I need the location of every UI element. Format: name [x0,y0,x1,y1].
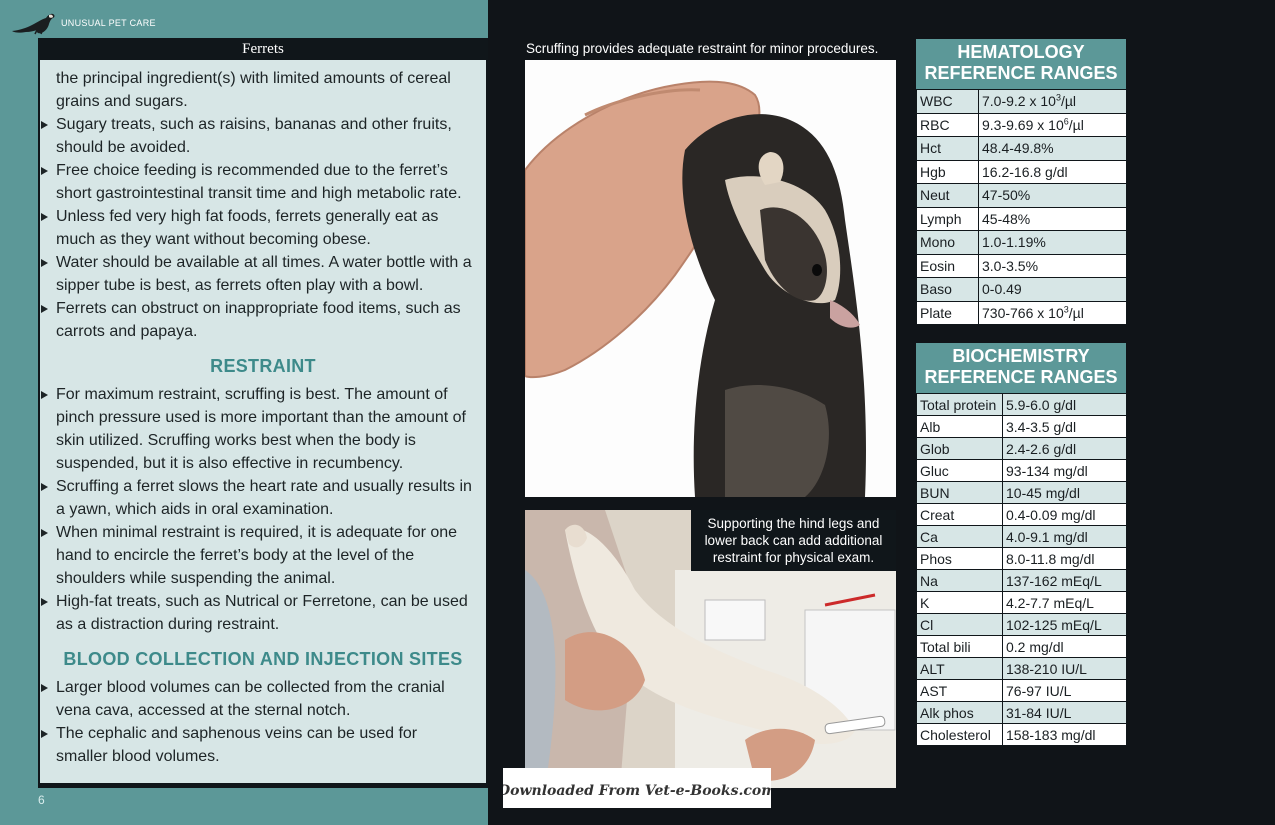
value-text: 31-84 IU/L [1006,704,1072,721]
value-text: 45-48% [982,210,1031,227]
value-text: 47-50% [982,187,1031,204]
row-value [1003,460,1127,482]
list-item: Sugary treats, such as raisins, bananas and other fruits, should be avoided. [54,113,472,159]
row-label: RBC [917,113,979,137]
photo-caption-top: Scruffing provides adequate restraint for minor procedures. [526,41,879,56]
list-item: Water should be available at all times. A water bottle with a sipper tube is best, as ferrets often play with a bowl. [54,251,472,297]
row-label: Baso [917,278,979,302]
row-value [1003,526,1127,548]
table-row [917,460,1127,482]
blood-collection-list [54,676,472,768]
watermark [503,768,771,808]
biochemistry-heading [916,343,1126,393]
value-text: 4.2-7.7 mEq/L [1006,594,1094,611]
row-value [1003,724,1127,746]
table-row [917,724,1127,746]
table-row [917,482,1127,504]
row-label: Eosin [917,254,979,278]
table-row [917,658,1127,680]
value-text: 0.4-0.09 mg/dl [1006,506,1096,523]
row-label: Na [917,570,1003,592]
value-text: 4.0-9.1 mg/dl [1006,528,1088,545]
table-row [917,113,1127,137]
value-text: 0-0.49 [982,281,1022,298]
row-value [979,231,1127,255]
row-value [979,207,1127,231]
row-label: Cholesterol [917,724,1003,746]
scruffing-photo [525,60,896,497]
row-label: Total protein [917,394,1003,416]
table-row [917,438,1127,460]
value-text: 102-125 mEq/L [1006,616,1102,633]
row-value [1003,504,1127,526]
row-value [1003,570,1127,592]
value-text: 8.0-11.8 mg/dl [1006,550,1095,567]
row-label: Ca [917,526,1003,548]
table-row [917,207,1127,231]
hematology-table [916,89,1127,325]
list-item: The cephalic and saphenous veins can be used for smaller blood volumes. [54,722,472,768]
value-exponent: 3 [1055,92,1061,103]
table-row [917,254,1127,278]
hematology-heading [916,39,1126,89]
row-label: Glob [917,438,1003,460]
table-row [917,504,1127,526]
row-value [1003,416,1127,438]
list-item: Free choice feeding is recommended due to the ferret’s short gastrointestinal transit time and high metabolic rate. [54,159,472,205]
table-row [917,301,1127,325]
value-text: 10-45 mg/dl [1006,484,1080,501]
list-item: When minimal restraint is required, it is adequate for one hand to encircle the ferret’s body at the level of the shoulders while suspending the animal. [54,521,472,590]
value-exponent: 3 [1063,304,1069,315]
biochemistry-heading-line1: BIOCHEMISTRY [952,346,1090,366]
blood-collection-heading: BLOOD COLLECTION AND INJECTION SITES [63,649,463,669]
row-value [1003,438,1127,460]
value-unit: /µl [1068,304,1084,321]
table-row [917,548,1127,570]
panel-body [40,60,486,783]
value-text: 0.2 mg/dl [1006,638,1064,655]
table-row [917,570,1127,592]
row-value [1003,592,1127,614]
value-text: 2.4-2.6 g/dl [1006,440,1077,457]
value-unit: /µl [1060,93,1077,110]
biochemistry-heading-line2: REFERENCE RANGES [924,367,1118,387]
restraint-heading: RESTRAINT [210,356,316,376]
row-label: AST [917,680,1003,702]
value-text: 5.9-6.0 g/dl [1006,396,1077,413]
row-label: K [917,592,1003,614]
ferrets-text-panel [38,38,488,788]
value-text: 9.3-9.69 x 10 [982,116,1064,133]
panel-title: Ferrets [242,41,284,57]
value-text: 48.4-49.8% [982,140,1054,157]
value-text: 730-766 x 10 [982,304,1064,321]
row-label: Cl [917,614,1003,636]
row-label: Mono [917,231,979,255]
value-text: 7.0-9.2 x 10 [982,93,1056,110]
value-text: 138-210 IU/L [1006,660,1087,677]
row-label: Hgb [917,160,979,184]
row-value [1003,394,1127,416]
table-row [917,526,1127,548]
table-row [917,614,1127,636]
list-item: For maximum restraint, scruffing is best. The amount of pinch pressure used is more important than the amount of skin utilized. Scruffing works best when the body is suspended, but it is also effective in recumbency. [54,383,472,475]
value-text: 158-183 mg/dl [1006,726,1096,743]
row-label: Gluc [917,460,1003,482]
table-row [917,231,1127,255]
photo-caption-bottom: Supporting the hind legs and lower back can add additional restraint for physical exam. [691,510,896,571]
row-value [979,90,1127,114]
running-header [10,8,156,36]
table-row [917,90,1127,114]
ferret-icon [10,9,56,35]
row-value [1003,482,1127,504]
row-label: Lymph [917,207,979,231]
intro-text: the principal ingredient(s) with limited amounts of cereal grains and sugars. [56,70,451,110]
page-number: 6 [38,793,45,807]
table-row [917,278,1127,302]
value-text: 1.0-1.19% [982,234,1046,251]
table-row [917,592,1127,614]
row-value [979,113,1127,137]
row-label: Total bili [917,636,1003,658]
table-row [917,137,1127,161]
list-item: Scruffing a ferret slows the heart rate and usually results in a yawn, which aids in oral examination. [54,475,472,521]
row-label: Hct [917,137,979,161]
row-label: BUN [917,482,1003,504]
row-value [979,184,1127,208]
table-row [917,636,1127,658]
list-item: Ferrets can obstruct on inappropriate food items, such as carrots and papaya. [54,297,472,343]
row-label: ALT [917,658,1003,680]
row-value [979,137,1127,161]
row-label: Plate [917,301,979,325]
row-label: Creat [917,504,1003,526]
row-label: Alb [917,416,1003,438]
list-item: High-fat treats, such as Nutrical or Ferretone, can be used as a distraction during restraint. [54,590,472,636]
value-text: 16.2-16.8 g/dl [982,163,1068,180]
row-value [979,254,1127,278]
row-value [1003,680,1127,702]
row-value [1003,614,1127,636]
value-text: 137-162 mEq/L [1006,572,1102,589]
biochemistry-table [916,393,1127,746]
row-value [1003,548,1127,570]
row-value [979,301,1127,325]
value-unit: /µl [1068,116,1084,133]
hematology-heading-line1: HEMATOLOGY [957,42,1085,62]
value-text: 3.4-3.5 g/dl [1006,418,1077,435]
row-value [1003,658,1127,680]
value-text: 76-97 IU/L [1006,682,1072,699]
list-item: Unless fed very high fat foods, ferrets generally eat as much as they want without becoming obese. [54,205,472,251]
table-row [917,680,1127,702]
hematology-heading-line2: REFERENCE RANGES [924,63,1118,83]
list-item: Larger blood volumes can be collected from the cranial vena cava, accessed at the sternal notch. [54,676,472,722]
row-value [1003,702,1127,724]
table-row [917,184,1127,208]
row-label: Alk phos [917,702,1003,724]
table-row [917,702,1127,724]
watermark-text: Downloaded From Vet-e-Books.com [503,783,771,799]
diet-list [54,113,472,343]
header-title: UNUSUAL PET CARE [61,18,156,28]
row-value [979,160,1127,184]
row-value [1003,636,1127,658]
table-row [917,394,1127,416]
value-text: 93-134 mg/dl [1006,462,1088,479]
value-text: 3.0-3.5% [982,257,1039,274]
value-exponent: 6 [1063,116,1069,127]
table-row [917,416,1127,438]
row-label: WBC [917,90,979,114]
restraint-list [54,383,472,636]
row-label: Phos [917,548,1003,570]
row-label: Neut [917,184,979,208]
row-value [979,278,1127,302]
table-row [917,160,1127,184]
